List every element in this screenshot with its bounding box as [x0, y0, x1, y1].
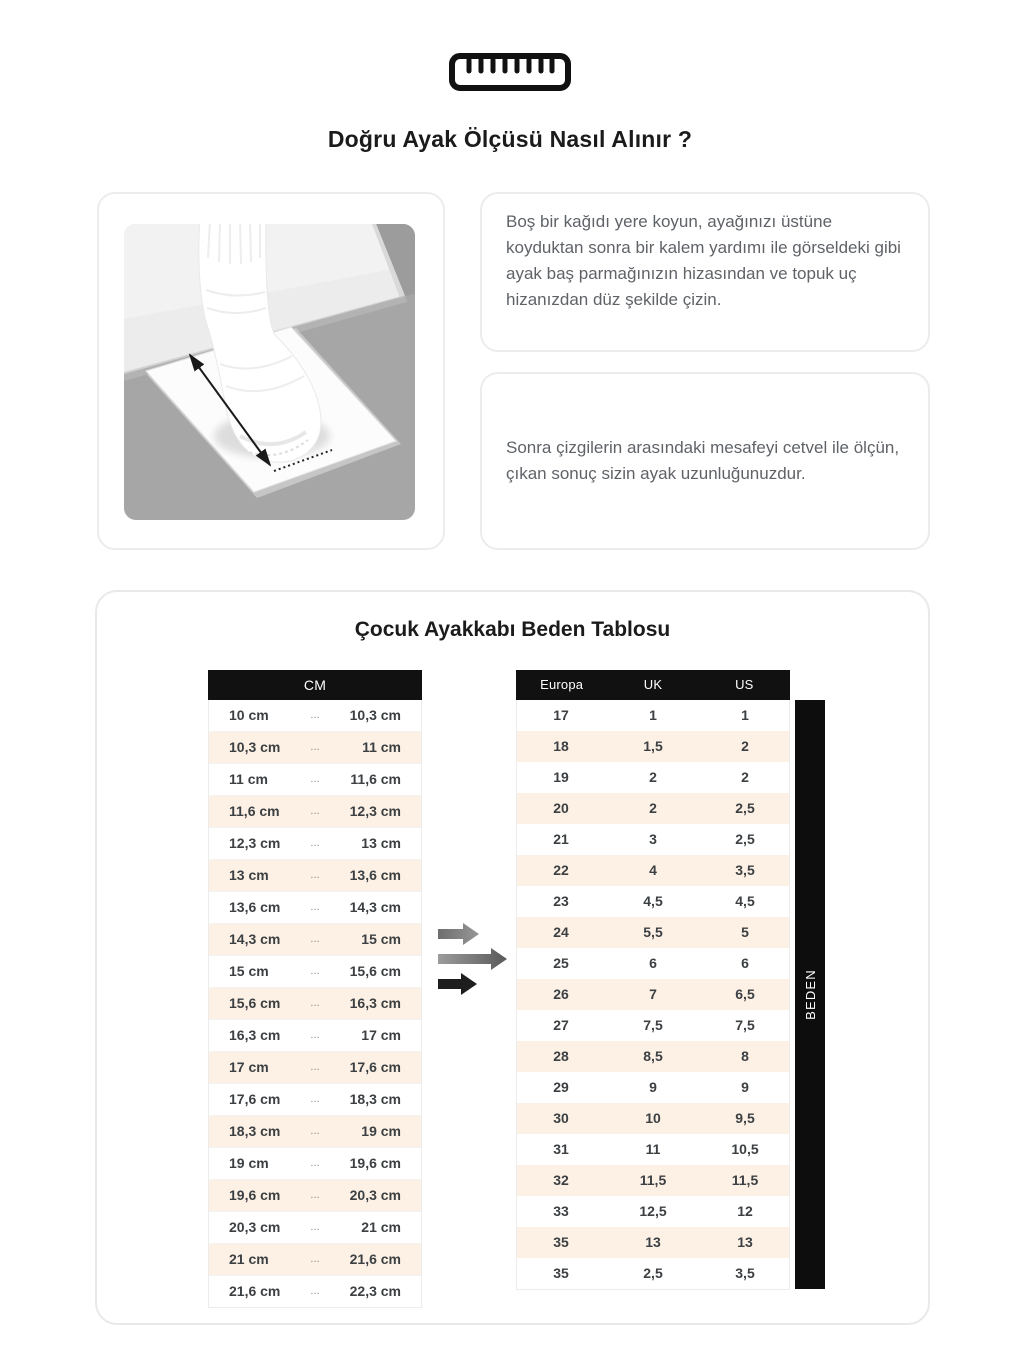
- range-separator: ...: [310, 1125, 320, 1137]
- cm-max-value: 14,3 cm: [349, 899, 401, 915]
- range-separator: ...: [310, 773, 320, 785]
- cm-max-value: 10,3 cm: [349, 707, 401, 723]
- cm-min-value: 15,6 cm: [229, 995, 281, 1011]
- size-table-row: [517, 1258, 789, 1289]
- cm-min-value: 19 cm: [229, 1155, 269, 1171]
- cm-max-value: 21 cm: [361, 1219, 401, 1235]
- convert-arrows-icon: [435, 920, 513, 998]
- cm-max-value: 17,6 cm: [349, 1059, 401, 1075]
- cm-min-value: 11 cm: [229, 771, 268, 787]
- uk-size-value: 9: [609, 1072, 697, 1104]
- us-size-value: 3,5: [701, 1258, 789, 1289]
- cm-min-value: 20,3 cm: [229, 1219, 281, 1235]
- uk-size-value: 11,5: [609, 1165, 697, 1197]
- size-table-row: [517, 762, 789, 793]
- cm-max-value: 13 cm: [361, 835, 401, 851]
- uk-size-value: 6: [609, 948, 697, 980]
- size-table-title: Çocuk Ayakkabı Beden Tablosu: [354, 618, 671, 641]
- cm-table-row: [209, 1020, 421, 1052]
- europa-size-value: 33: [517, 1196, 605, 1228]
- beden-label: BEDEN: [802, 969, 818, 1020]
- us-size-value: 7,5: [701, 1010, 789, 1042]
- cm-max-value: 18,3 cm: [349, 1091, 401, 1107]
- europa-size-value: 23: [517, 886, 605, 918]
- cm-table-row: [209, 1052, 421, 1084]
- cm-min-value: 21 cm: [229, 1251, 269, 1267]
- instruction-text-2: Sonra çizgilerin arasındaki mesafeyi cetvel ile ölçün, çıkan sonuç sizin ayak uzunluğunuzdur.: [506, 438, 900, 483]
- cm-max-value: 21,6 cm: [349, 1251, 401, 1267]
- cm-max-value: 20,3 cm: [349, 1187, 401, 1203]
- cm-table-row: [209, 924, 421, 956]
- cm-table-row: [209, 892, 421, 924]
- cm-min-value: 15 cm: [229, 963, 269, 979]
- size-table-row: [517, 979, 789, 1010]
- uk-size-value: 1: [609, 700, 697, 732]
- uk-size-value: 2: [609, 793, 697, 825]
- us-size-value: 5: [701, 917, 789, 949]
- uk-size-value: 3: [609, 824, 697, 856]
- europa-size-value: 31: [517, 1134, 605, 1166]
- cm-max-value: 17 cm: [361, 1027, 401, 1043]
- us-size-value: 2,5: [701, 824, 789, 856]
- europa-size-value: 19: [517, 762, 605, 794]
- size-table-row: [517, 1010, 789, 1041]
- size-table-row: [517, 824, 789, 855]
- europa-size-value: 28: [517, 1041, 605, 1073]
- uk-size-value: 12,5: [609, 1196, 697, 1228]
- cm-table-row: [209, 1116, 421, 1148]
- range-separator: ...: [310, 901, 320, 913]
- uk-size-value: 4,5: [609, 886, 697, 918]
- size-table-row: [517, 793, 789, 824]
- size-table-header-us: US: [735, 677, 754, 692]
- cm-min-value: 17,6 cm: [229, 1091, 281, 1107]
- size-table-row: [517, 1196, 789, 1227]
- cm-table-row: [209, 988, 421, 1020]
- us-size-value: 10,5: [701, 1134, 789, 1166]
- size-table-body: [516, 700, 790, 1290]
- uk-size-value: 13: [609, 1227, 697, 1259]
- uk-size-value: 1,5: [609, 731, 697, 763]
- range-separator: ...: [310, 1157, 320, 1169]
- size-table-row: [517, 1103, 789, 1134]
- us-size-value: 8: [701, 1041, 789, 1073]
- cm-table-row: [209, 732, 421, 764]
- cm-table-row: [209, 700, 421, 732]
- cm-max-value: 19 cm: [361, 1123, 401, 1139]
- cm-table-body: [208, 700, 422, 1308]
- size-table-row: [517, 1072, 789, 1103]
- page-title: Doğru Ayak Ölçüsü Nasıl Alınır ?: [327, 126, 693, 152]
- cm-min-value: 21,6 cm: [229, 1283, 281, 1299]
- size-table-header-europa: Europa: [540, 677, 584, 692]
- size-table-row: [517, 917, 789, 948]
- us-size-value: 9,5: [701, 1103, 789, 1135]
- cm-table-row: [209, 1212, 421, 1244]
- cm-min-value: 13 cm: [229, 867, 269, 883]
- europa-size-value: 21: [517, 824, 605, 856]
- us-size-value: 4,5: [701, 886, 789, 918]
- range-separator: ...: [310, 869, 320, 881]
- size-table-row: [517, 948, 789, 979]
- range-separator: ...: [310, 1093, 320, 1105]
- range-separator: ...: [310, 837, 320, 849]
- size-table-row: [517, 1041, 789, 1072]
- range-separator: ...: [310, 1221, 320, 1233]
- ruler-icon: [0, 52, 1020, 97]
- us-size-value: 2: [701, 731, 789, 763]
- foot-measure-photo-card: [97, 192, 445, 550]
- instruction-text-1: Boş bir kağıdı yere koyun, ayağınızı üstüne koyduktan sonra bir kalem yardımı ile görseldeki gibi ayak baş parmağınızın hizasından ve topuk uç hizanızdan düz şekilde çizin.: [506, 212, 901, 309]
- us-size-value: 6,5: [701, 979, 789, 1011]
- cm-min-value: 14,3 cm: [229, 931, 281, 947]
- size-table-row: [517, 855, 789, 886]
- cm-table-row: [209, 1180, 421, 1212]
- cm-table-row: [209, 796, 421, 828]
- cm-max-value: 11,6 cm: [350, 771, 401, 787]
- us-size-value: 9: [701, 1072, 789, 1104]
- instruction-card-1: [480, 192, 930, 352]
- cm-min-value: 10 cm: [229, 707, 269, 723]
- size-table-row: [517, 1134, 789, 1165]
- cm-max-value: 16,3 cm: [349, 995, 401, 1011]
- cm-min-value: 12,3 cm: [229, 835, 281, 851]
- cm-table-row: [209, 860, 421, 892]
- range-separator: ...: [310, 1061, 320, 1073]
- uk-size-value: 4: [609, 855, 697, 887]
- europa-size-value: 35: [517, 1227, 605, 1259]
- europa-size-value: 18: [517, 731, 605, 763]
- uk-size-value: 5,5: [609, 917, 697, 949]
- uk-size-value: 8,5: [609, 1041, 697, 1073]
- europa-size-value: 20: [517, 793, 605, 825]
- range-separator: ...: [310, 805, 320, 817]
- size-table-row: [517, 1227, 789, 1258]
- range-separator: ...: [310, 709, 320, 721]
- europa-size-value: 27: [517, 1010, 605, 1042]
- cm-table-row: [209, 1084, 421, 1116]
- cm-min-value: 10,3 cm: [229, 739, 281, 755]
- cm-table: [208, 670, 422, 1308]
- europa-size-value: 17: [517, 700, 605, 732]
- europa-size-value: 25: [517, 948, 605, 980]
- foot-measure-photo: [124, 224, 415, 520]
- size-table-row: [517, 886, 789, 917]
- europa-size-value: 26: [517, 979, 605, 1011]
- europa-size-value: 24: [517, 917, 605, 949]
- us-size-value: 2: [701, 762, 789, 794]
- cm-table-row: [209, 764, 421, 796]
- cm-table-header: CM: [208, 670, 422, 700]
- size-table-row: [517, 700, 789, 731]
- cm-table-row: [209, 956, 421, 988]
- europa-size-value: 30: [517, 1103, 605, 1135]
- size-conversion-table: [516, 670, 790, 1290]
- cm-table-row: [209, 1148, 421, 1180]
- range-separator: ...: [310, 997, 320, 1009]
- uk-size-value: 2,5: [609, 1258, 697, 1289]
- uk-size-value: 11: [609, 1134, 697, 1166]
- europa-size-value: 22: [517, 855, 605, 887]
- cm-max-value: 12,3 cm: [349, 803, 401, 819]
- cm-min-value: 11,6 cm: [229, 803, 280, 819]
- range-separator: ...: [310, 1029, 320, 1041]
- range-separator: ...: [310, 1189, 320, 1201]
- cm-table-row: [209, 1244, 421, 1276]
- cm-max-value: 13,6 cm: [349, 867, 401, 883]
- range-separator: ...: [310, 741, 320, 753]
- cm-min-value: 19,6 cm: [229, 1187, 281, 1203]
- cm-min-value: 18,3 cm: [229, 1123, 281, 1139]
- uk-size-value: 7: [609, 979, 697, 1011]
- size-table-row: [517, 731, 789, 762]
- range-separator: ...: [310, 965, 320, 977]
- uk-size-value: 10: [609, 1103, 697, 1135]
- cm-min-value: 13,6 cm: [229, 899, 281, 915]
- uk-size-value: 7,5: [609, 1010, 697, 1042]
- range-separator: ...: [310, 933, 320, 945]
- cm-min-value: 16,3 cm: [229, 1027, 281, 1043]
- us-size-value: 12: [701, 1196, 789, 1228]
- cm-max-value: 19,6 cm: [349, 1155, 401, 1171]
- cm-table-row: [209, 828, 421, 860]
- europa-size-value: 29: [517, 1072, 605, 1104]
- cm-max-value: 15,6 cm: [349, 963, 401, 979]
- us-size-value: 13: [701, 1227, 789, 1259]
- size-table-header-uk: UK: [643, 677, 663, 692]
- us-size-value: 2,5: [701, 793, 789, 825]
- us-size-value: 1: [701, 700, 789, 732]
- size-table-card: [95, 590, 930, 1325]
- range-separator: ...: [310, 1285, 320, 1297]
- uk-size-value: 2: [609, 762, 697, 794]
- cm-table-row: [209, 1276, 421, 1307]
- cm-max-value: 15 cm: [361, 931, 401, 947]
- cm-min-value: 17 cm: [229, 1059, 269, 1075]
- range-separator: ...: [310, 1253, 320, 1265]
- cm-max-value: 11 cm: [362, 739, 401, 755]
- us-size-value: 11,5: [701, 1165, 789, 1197]
- instruction-card-2: [480, 372, 930, 550]
- europa-size-value: 35: [517, 1258, 605, 1289]
- beden-side-bar: [795, 700, 825, 1289]
- cm-max-value: 22,3 cm: [349, 1283, 401, 1299]
- us-size-value: 6: [701, 948, 789, 980]
- europa-size-value: 32: [517, 1165, 605, 1197]
- size-table-row: [517, 1165, 789, 1196]
- us-size-value: 3,5: [701, 855, 789, 887]
- size-table-header-row: [516, 670, 790, 700]
